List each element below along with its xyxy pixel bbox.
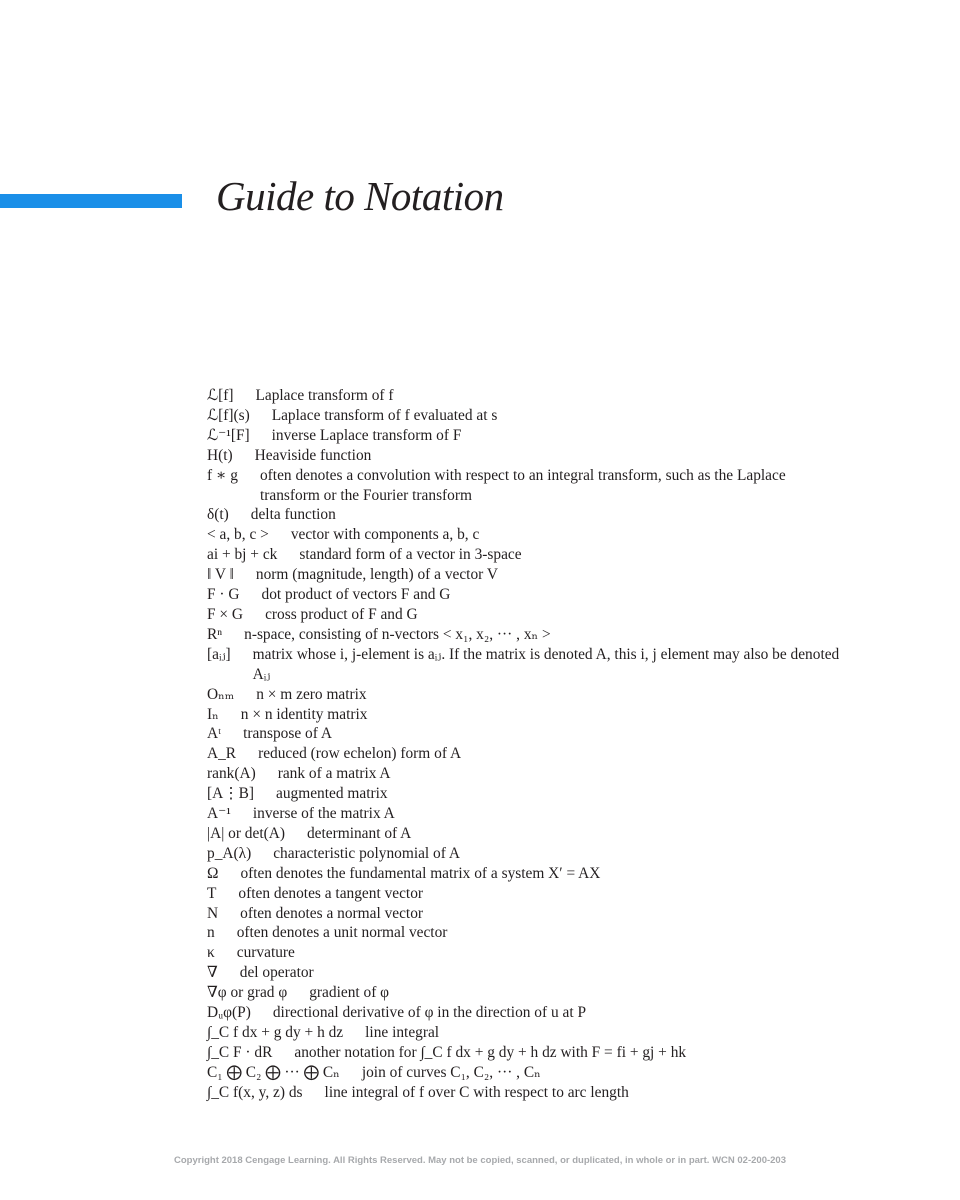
notation-entry xyxy=(207,466,847,506)
notation-description: often denotes a convolution with respect to an integral transform, such as the Laplace transform or the Fourier transform xyxy=(259,466,786,504)
notation-entry xyxy=(207,744,847,764)
notation-entry xyxy=(207,685,847,705)
notation-entry xyxy=(207,904,847,924)
notation-description: directional derivative of φ in the direction of u at P xyxy=(272,1004,587,1022)
notation-entry xyxy=(207,864,847,884)
notation-symbol: rank(A) xyxy=(207,765,256,783)
notation-entry xyxy=(207,446,847,466)
notation-entry xyxy=(207,505,847,525)
accent-bar xyxy=(0,194,182,208)
notation-entry xyxy=(207,545,847,565)
notation-entry xyxy=(207,705,847,725)
notation-symbol: ∇ xyxy=(207,964,218,982)
notation-description: n × m zero matrix xyxy=(256,685,367,703)
notation-symbol: ℒ[f] xyxy=(207,387,234,404)
notation-description: determinant of A xyxy=(306,824,412,842)
notation-entry xyxy=(207,1083,847,1103)
copyright-notice: Copyright 2018 Cengage Learning. All Rights Reserved. May not be copied, scanned, or duplicated, in whole or in part. WCN 02-200-203 xyxy=(174,1155,786,1166)
notation-description: rank of a matrix A xyxy=(277,765,391,783)
notation-entry xyxy=(207,784,847,804)
notation-description: transpose of A xyxy=(243,725,332,743)
notation-symbol: Aᵗ xyxy=(207,725,222,743)
notation-symbol: ℒ[f](s) xyxy=(207,406,250,424)
notation-symbol: N xyxy=(207,904,219,922)
notation-description: dot product of vectors F and G xyxy=(261,586,451,604)
notation-symbol: |A| or det(A) xyxy=(207,824,285,842)
notation-description: often denotes the fundamental matrix of a system X′ = AX xyxy=(240,864,601,882)
notation-entry xyxy=(207,884,847,904)
notation-entry xyxy=(207,645,847,685)
notation-entry xyxy=(207,923,847,943)
notation-description: augmented matrix xyxy=(276,785,388,803)
notation-symbol: ℒ⁻¹[F] xyxy=(207,426,250,444)
notation-description: join of curves C₁, C₂, ··· , Cₙ xyxy=(361,1063,541,1081)
notation-description: inverse of the matrix A xyxy=(252,805,395,823)
notation-description: n-space, consisting of n-vectors < x₁, x₂, ··· , xₙ > xyxy=(244,625,551,643)
notation-entry xyxy=(207,585,847,605)
notation-description: another notation for ∫_C f dx + g dy + h dz with F = fi + gj + hk xyxy=(294,1043,687,1061)
notation-entry xyxy=(207,983,847,1003)
notation-description: del operator xyxy=(239,964,314,982)
notation-entry xyxy=(207,386,847,406)
notation-description: Laplace transform of f evaluated at s xyxy=(271,406,498,424)
notation-entry xyxy=(207,1043,847,1063)
notation-description: Heaviside function xyxy=(254,446,372,464)
notation-symbol: A_R xyxy=(207,745,237,763)
notation-description: delta function xyxy=(250,506,336,524)
notation-symbol: ∫_C f(x, y, z) ds xyxy=(207,1083,303,1101)
notation-entry xyxy=(207,605,847,625)
notation-description: matrix whose i, j-element is aᵢⱼ. If the matrix is denoted A, this i, j element may also be denoted Aᵢⱼ xyxy=(252,645,840,683)
notation-symbol: H(t) xyxy=(207,446,233,464)
notation-symbol: ai + bj + ck xyxy=(207,546,278,564)
notation-entry xyxy=(207,1063,847,1083)
notation-entry xyxy=(207,565,847,585)
notation-entry xyxy=(207,426,847,446)
notation-entry xyxy=(207,824,847,844)
notation-symbol: Oₙₘ xyxy=(207,685,235,703)
notation-description: vector with components a, b, c xyxy=(290,526,480,544)
notation-description: line integral of f over C with respect to arc length xyxy=(324,1083,629,1101)
notation-entry xyxy=(207,804,847,824)
notation-symbol: T xyxy=(207,884,217,902)
notation-list xyxy=(207,386,847,1103)
notation-symbol: ∇φ or grad φ xyxy=(207,984,288,1002)
notation-entry xyxy=(207,943,847,963)
notation-entry xyxy=(207,1003,847,1023)
notation-entry xyxy=(207,724,847,744)
notation-symbol: Ω xyxy=(207,864,219,882)
notation-symbol: δ(t) xyxy=(207,506,229,524)
notation-entry xyxy=(207,844,847,864)
notation-entry xyxy=(207,963,847,983)
notation-entry xyxy=(207,406,847,426)
notation-symbol: ‖ V ‖ xyxy=(207,566,234,584)
notation-symbol: A⁻¹ xyxy=(207,805,231,823)
notation-description: gradient of φ xyxy=(309,984,390,1002)
notation-symbol: Iₙ xyxy=(207,705,219,723)
notation-description: often denotes a normal vector xyxy=(240,904,424,922)
notation-symbol: ∫_C F · dR xyxy=(207,1043,273,1061)
notation-description: often denotes a tangent vector xyxy=(238,884,424,902)
notation-symbol: ∫_C f dx + g dy + h dz xyxy=(207,1024,344,1041)
notation-symbol: [A⋮B] xyxy=(207,785,255,803)
notation-description: inverse Laplace transform of F xyxy=(271,426,462,444)
notation-description: standard form of a vector in 3-space xyxy=(299,546,522,564)
notation-symbol: < a, b, c > xyxy=(207,526,269,544)
notation-symbol: [aᵢⱼ] xyxy=(207,645,231,663)
notation-description: curvature xyxy=(236,944,295,962)
notation-symbol: F · G xyxy=(207,586,240,604)
notation-entry xyxy=(207,625,847,645)
notation-description: n × n identity matrix xyxy=(240,705,368,723)
notation-symbol: p_A(λ) xyxy=(207,844,252,862)
notation-description: Laplace transform of f xyxy=(255,387,394,404)
notation-description: line integral xyxy=(365,1024,440,1041)
notation-description: characteristic polynomial of A xyxy=(273,844,460,862)
notation-description: norm (magnitude, length) of a vector V xyxy=(255,566,498,584)
notation-symbol: κ xyxy=(207,944,215,962)
notation-description: reduced (row echelon) form of A xyxy=(258,745,462,763)
notation-symbol: C₁ ⨁ C₂ ⨁ ··· ⨁ Cₙ xyxy=(207,1063,340,1081)
notation-entry xyxy=(207,525,847,545)
notation-entry xyxy=(207,764,847,784)
notation-symbol: F × G xyxy=(207,605,244,623)
notation-symbol: n xyxy=(207,924,215,942)
notation-symbol: Dᵤφ(P) xyxy=(207,1004,251,1022)
notation-entry xyxy=(207,1023,847,1043)
notation-symbol: f ∗ g xyxy=(207,466,238,484)
notation-symbol: Rⁿ xyxy=(207,625,223,643)
notation-description: often denotes a unit normal vector xyxy=(236,924,448,942)
page-title: Guide to Notation xyxy=(216,173,504,219)
notation-description: cross product of F and G xyxy=(265,605,418,623)
